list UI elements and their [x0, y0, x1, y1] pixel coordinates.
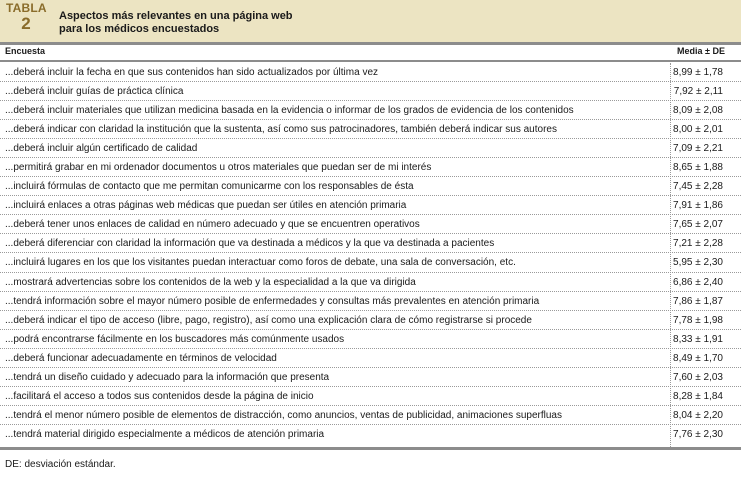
survey-item: ...podrá encontrarse fácilmente en los buscadores más comúnmente usados — [5, 333, 345, 345]
table-tag-number: 2 — [21, 14, 31, 33]
table-row — [0, 63, 741, 82]
score-value: 8,09 ± 2,08 — [673, 105, 723, 117]
survey-item: ...incluirá fórmulas de contacto que me permitan comunicarme con los responsables de ésta — [5, 181, 414, 193]
table-body — [0, 63, 741, 444]
score-value: 7,76 ± 2,30 — [673, 428, 723, 440]
survey-item: ...tendrá un diseño cuidado y adecuado para la información que presenta — [5, 371, 330, 383]
survey-item: ...deberá incluir materiales que utilizan medicina basada en la evidencia o informar de los grados de evidencia de los contenidos — [5, 105, 574, 117]
table-tag-label: TABLA — [6, 1, 47, 15]
survey-item: ...deberá indicar con claridad la institución que la sustenta, así como sus patrocinadores, también deberá indicar sus autores — [5, 124, 557, 136]
score-value: 7,86 ± 1,87 — [673, 295, 723, 307]
survey-item: ...deberá incluir guías de práctica clínica — [5, 86, 184, 98]
table-bottom-rule — [0, 447, 741, 450]
survey-item: ...permitirá grabar en mi ordenador documentos u otros materiales que puedan ser de mi interés — [5, 162, 432, 174]
score-value: 7,92 ± 2,11 — [673, 86, 723, 98]
score-value: 7,65 ± 2,07 — [673, 219, 723, 231]
score-value: 5,95 ± 2,30 — [673, 257, 723, 269]
table-row — [0, 234, 741, 253]
table-row — [0, 311, 741, 330]
table-tag — [6, 2, 46, 32]
survey-item: ...incluirá enlaces a otras páginas web médicas que puedan ser útiles en atención primaria — [5, 200, 407, 212]
score-value: 7,91 ± 1,86 — [673, 200, 723, 212]
table-row — [0, 101, 741, 120]
table-row — [0, 196, 741, 215]
survey-item: ...tendrá información sobre el mayor número posible de enfermedades y consultas más prevalentes en atención primaria — [5, 295, 540, 307]
score-value: 7,09 ± 2,21 — [673, 143, 723, 155]
score-value: 7,45 ± 2,28 — [673, 181, 723, 193]
table-title — [59, 10, 293, 36]
column-header-score: Media ± DE — [677, 46, 725, 56]
score-value: 8,33 ± 1,91 — [673, 333, 723, 345]
column-header-survey: Encuesta — [5, 46, 46, 56]
survey-item: ...mostrará advertencias sobre los contenidos de la web y la especialidad a la que va dirigida — [5, 276, 416, 288]
table-footnote: DE: desviación estándar. — [5, 459, 116, 470]
table-row — [0, 349, 741, 368]
table-row — [0, 177, 741, 196]
score-value: 7,21 ± 2,28 — [673, 238, 723, 250]
score-value: 8,00 ± 2,01 — [673, 124, 723, 136]
table-row — [0, 120, 741, 139]
table-row — [0, 82, 741, 101]
survey-item: ...deberá funcionar adecuadamente en términos de velocidad — [5, 352, 277, 364]
score-value: 8,49 ± 1,70 — [673, 352, 723, 364]
table-row — [0, 273, 741, 292]
table-row — [0, 158, 741, 177]
score-value: 8,65 ± 1,88 — [673, 162, 723, 174]
table-row — [0, 215, 741, 234]
table-row — [0, 368, 741, 387]
table-row — [0, 253, 741, 272]
table-title-line-2: para los médicos encuestados — [59, 23, 220, 35]
table-row — [0, 292, 741, 311]
survey-item: ...incluirá lugares en los que los visitantes puedan interactuar como foros de debate, una sala de conversación, etc. — [5, 257, 516, 269]
table-row — [0, 406, 741, 425]
survey-item: ...facilitará el acceso a todos sus contenidos desde la página de inicio — [5, 390, 314, 402]
table-row — [0, 330, 741, 349]
score-value: 8,99 ± 1,78 — [673, 67, 723, 78]
score-value: 7,78 ± 1,98 — [673, 314, 723, 326]
survey-item: ...deberá diferenciar con claridad la información que va destinada a médicos y la que va destinada a pacientes — [5, 238, 495, 250]
score-value: 8,28 ± 1,84 — [673, 390, 723, 402]
table-row — [0, 425, 741, 444]
survey-item: ...tendrá material dirigido especialmente a médicos de atención primaria — [5, 428, 325, 440]
table-header-band — [0, 0, 741, 42]
table-row — [0, 139, 741, 158]
survey-item: ...deberá indicar el tipo de acceso (libre, pago, registro), así como una explicación clara de cómo registrarse si procede — [5, 314, 532, 326]
survey-item: ...deberá tener unos enlaces de calidad en número adecuado y que se encuentren operativos — [5, 219, 420, 231]
column-header-rule — [0, 60, 741, 62]
score-value: 7,60 ± 2,03 — [673, 371, 723, 383]
score-value: 8,04 ± 2,20 — [673, 409, 723, 421]
table-title-line-1: Aspectos más relevantes en una página web — [59, 10, 293, 22]
survey-item: ...deberá incluir algún certificado de calidad — [5, 143, 198, 155]
score-value: 6,86 ± 2,40 — [673, 276, 723, 288]
survey-item: ...deberá incluir la fecha en que sus contenidos han sido actualizados por última vez — [5, 67, 379, 78]
table-row — [0, 387, 741, 406]
header-rule — [0, 42, 741, 45]
survey-item: ...tendrá el menor número posible de elementos de distracción, como anuncios, ventas de publicidad, animaciones superfluas — [5, 409, 562, 421]
